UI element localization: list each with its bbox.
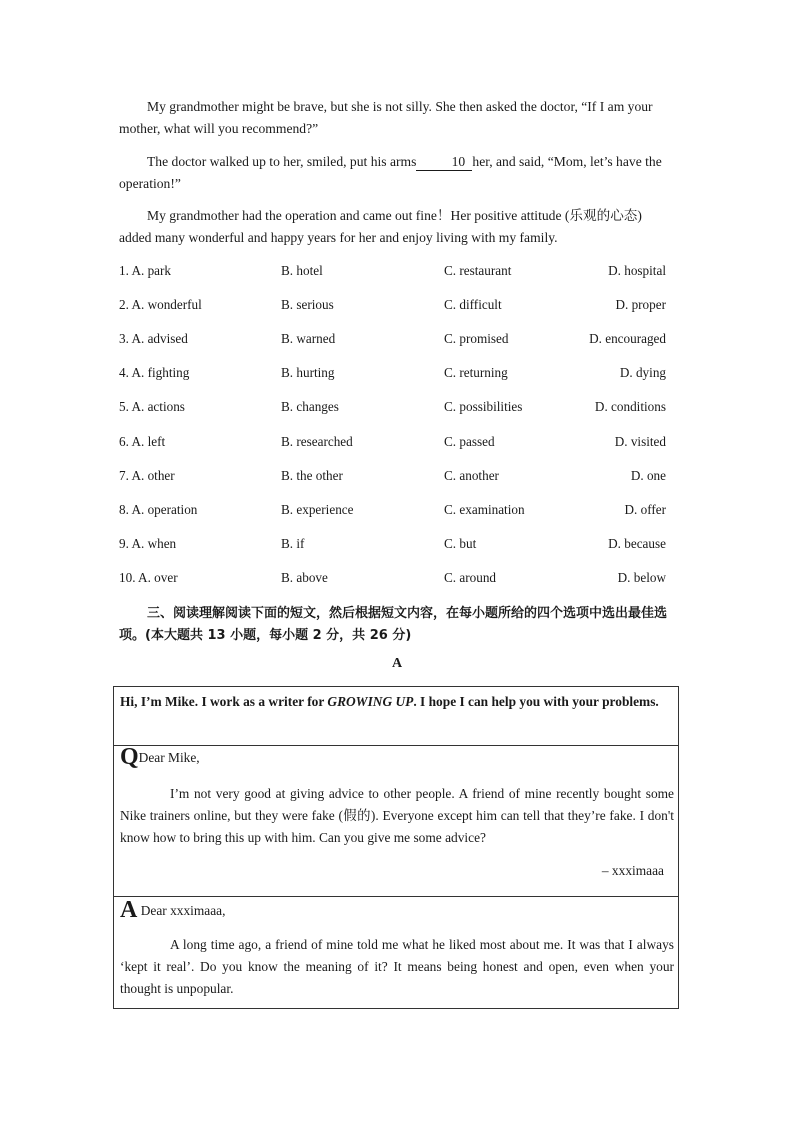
option-d: D. visited [614, 433, 666, 449]
option-c: C. around [444, 569, 497, 585]
option-a: 5. A. actions [119, 399, 185, 415]
passage-paragraph-2 [119, 151, 671, 195]
advice-column-box [113, 686, 679, 1009]
question-row [119, 294, 679, 316]
answer-greeting-text: Dear xxximaaa, [140, 903, 226, 918]
option-b: B. if [281, 535, 305, 551]
intro-text [114, 687, 678, 713]
question-row [119, 431, 679, 453]
option-c: C. possibilities [444, 399, 523, 415]
question-row [119, 328, 679, 350]
question-body: I’m not very good at giving advice to other people. A friend of mine recently bought some Nike trainers online, but they were fake (假的). Everyone except him can tell that they’re fake. I don't know how to bring this up with him. Can you give me some advice? [120, 786, 674, 845]
answer-letter: A [120, 897, 138, 923]
option-a: 10. A. over [119, 569, 178, 585]
option-b: B. hurting [281, 365, 335, 381]
option-c: C. passed [444, 433, 495, 449]
option-d: D. offer [624, 501, 666, 517]
question-row [119, 567, 679, 589]
intro-suffix: . I hope I can help you with your problems. [413, 694, 659, 709]
question-row [119, 260, 679, 282]
option-b: B. the other [281, 467, 343, 483]
paragraph-2-before: The doctor walked up to her, smiled, put his arms [147, 154, 417, 169]
option-a: 2. A. wonderful [119, 297, 202, 313]
option-d: D. encouraged [589, 331, 666, 347]
option-a: 4. A. fighting [119, 365, 190, 381]
option-a: 3. A. advised [119, 331, 188, 347]
option-c: C. returning [444, 365, 508, 381]
section-3-title: 三、阅读理解阅读下面的短文，然后根据短文内容，在每小题所给的四个选项中选出最佳选项。(本大题共 13 小题，每小题 2 分，共 26 分) [119, 606, 668, 643]
question-signature: – xxximaaa [601, 863, 664, 878]
option-d: D. hospital [608, 263, 666, 278]
option-c: C. but [444, 535, 477, 551]
option-b: B. changes [281, 399, 339, 415]
answer-row [114, 896, 678, 1008]
question-letter: Q [120, 744, 139, 770]
option-b: B. experience [281, 501, 354, 517]
option-a: 6. A. left [119, 433, 166, 449]
option-a: 8. A. operation [119, 501, 198, 517]
option-d: D. conditions [594, 399, 666, 415]
question-row [114, 745, 678, 897]
option-c: C. promised [444, 331, 509, 347]
blank-10: 10 [416, 154, 472, 171]
passage-label: A [391, 656, 403, 671]
question-row [119, 499, 679, 521]
option-c: C. examination [444, 501, 525, 517]
option-b: B. above [281, 569, 328, 585]
option-d: D. because [608, 535, 666, 551]
option-b: B. warned [281, 331, 336, 347]
intro-prefix: Hi, I’m Mike. I work as a writer for [120, 694, 328, 709]
option-c: C. restaurant [444, 263, 512, 278]
option-a: 1. A. park [119, 263, 172, 278]
answer-body: A long time ago, a friend of mine told me what he liked most about me. It was that I always ‘kept it real’. Do you know the meaning of it? It means being honest and open, even when your thought is unpopular. [120, 937, 674, 996]
question-greeting [120, 745, 200, 769]
intro-row [114, 687, 678, 746]
option-d: D. dying [619, 365, 666, 381]
question-row [119, 533, 679, 555]
question-row [119, 362, 679, 384]
option-d: D. proper [615, 297, 666, 313]
question-row [119, 396, 679, 418]
passage-paragraph-1: My grandmother might be brave, but she is not silly. She then asked the doctor, “If I am your mother, what will you recommend?” [119, 99, 653, 136]
paragraph-2-after: her, and said, “Mom, let’s have the operation!” [119, 154, 662, 191]
option-a: 9. A. when [119, 535, 177, 551]
passage-paragraph-3: My grandmother had the operation and came out fine！Her positive attitude (乐观的心态) added many wonderful and happy years for her and enjoy living with my family. [119, 208, 642, 245]
option-c: C. difficult [444, 297, 502, 313]
magazine-name: GROWING UP [327, 694, 414, 709]
option-b: B. serious [281, 297, 334, 313]
option-b: B. hotel [281, 263, 323, 278]
option-b: B. researched [281, 433, 353, 449]
option-d: D. one [630, 467, 666, 483]
option-c: C. another [444, 467, 499, 483]
answer-greeting [120, 898, 225, 922]
question-greeting-text: Dear Mike, [138, 750, 200, 765]
option-d: D. below [617, 569, 666, 585]
question-row [119, 465, 679, 487]
option-a: 7. A. other [119, 467, 175, 483]
